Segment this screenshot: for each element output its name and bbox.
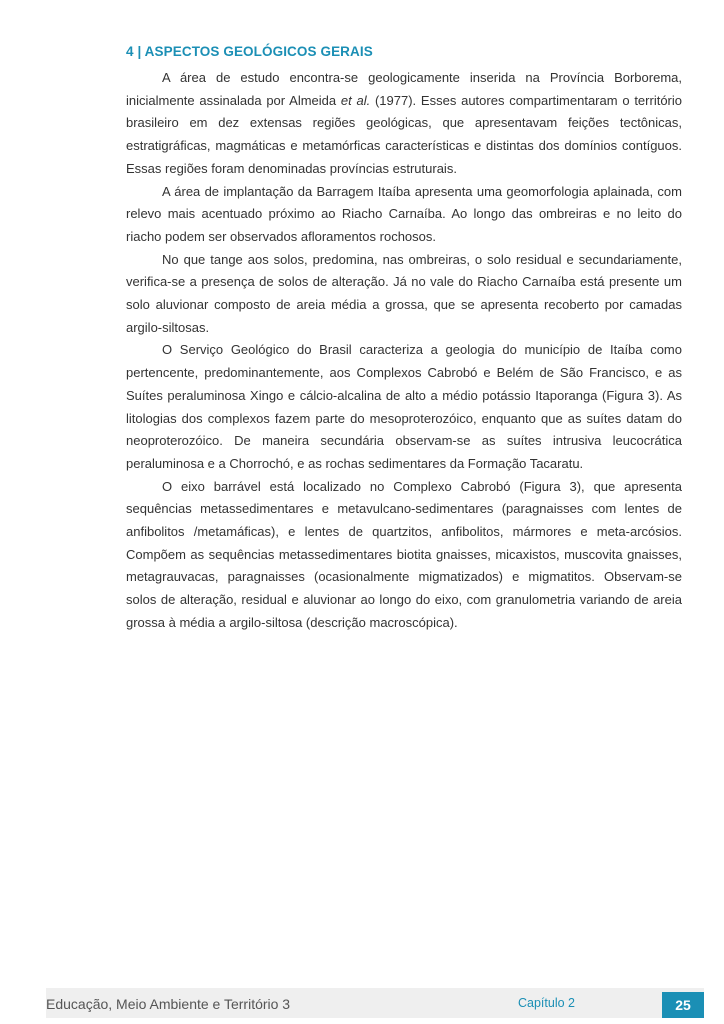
paragraph-1 xyxy=(126,67,682,181)
paragraph-5: O eixo barrável está localizado no Complexo Cabrobó (Figura 3), que apresenta sequências metassedimentares e metavulcano-sedimentares (paragnaisses com lentes de anfibolitos /metamáficas), e lentes de quartzitos, anfibolitos, mármores e meta-arcósios. Compõem as sequências metassedimentares biotita gnaisses, micaxistos, muscovita gnaisses, metagrauvacas, paragnaisses (ocasionalmente migmatizados) e migmatitos. Observam-se solos de alteração, residual e aluvionar ao longo do eixo, com granulometria variando de areia grossa à média a argilo-siltosa (descrição macroscópica). xyxy=(126,478,682,630)
article-body xyxy=(126,44,682,635)
paragraph-3: No que tange aos solos, predomina, nas ombreiras, o solo residual e secundariamente, verifica-se a presença de solos de alteração. Já no vale do Riacho Carnaíba está presente um solo aluvionar composto de areia média a grossa, que se apresenta recoberto por camadas argilo-siltosas. xyxy=(126,251,682,335)
paragraph-2: A área de implantação da Barragem Itaíba apresenta uma geomorfologia aplainada, com relevo mais acentuado próximo ao Riacho Carnaíba. Ao longo das ombreiras e no leito do riacho podem ser observados afloramentos rochosos. xyxy=(126,183,682,244)
paragraph-1-text-a: A área de estudo encontra-se geologicamente inserida na Província Borborema, inicialmente assinalada por Almeida xyxy=(126,70,682,108)
footer-chapter-label: Capítulo 2 xyxy=(518,996,575,1010)
section-heading: 4 | ASPECTOS GEOLÓGICOS GERAIS xyxy=(126,44,373,59)
footer-book-title: Educação, Meio Ambiente e Território 3 xyxy=(46,996,291,1012)
paragraph-4: O Serviço Geológico do Brasil caracteriza a geologia do município de Itaíba como pertencente, predominantemente, aos Complexos Cabrobó e Belém de São Francisco, e as Suítes peraluminosa Xingo e cálcio-alcalina de alto a médio potássio Itaporanga (Figura 3). As litologias dos complexos fazem parte do mesoproterozóico, enquanto que as suítes datam do neoproterozóico. De maneira secundária observam-se as suítes intrusiva leucocrática peraluminosa e a Chorrochó, e as rochas sedimentares da Formação Tacaratu. xyxy=(126,342,682,471)
page-number-badge: 25 xyxy=(662,992,704,1018)
paragraph-1-text-b: (1977). Esses autores compartimentaram o território brasileiro em dez extensas regiões geológicas, que apresentavam feições tectônicas, estratigráficas, magmáticas e metamórficas características e distintas dos domínios contíguos. Essas regiões foram denominadas províncias estruturais. xyxy=(126,92,682,176)
paragraph-1-italic: et al. xyxy=(340,92,371,108)
